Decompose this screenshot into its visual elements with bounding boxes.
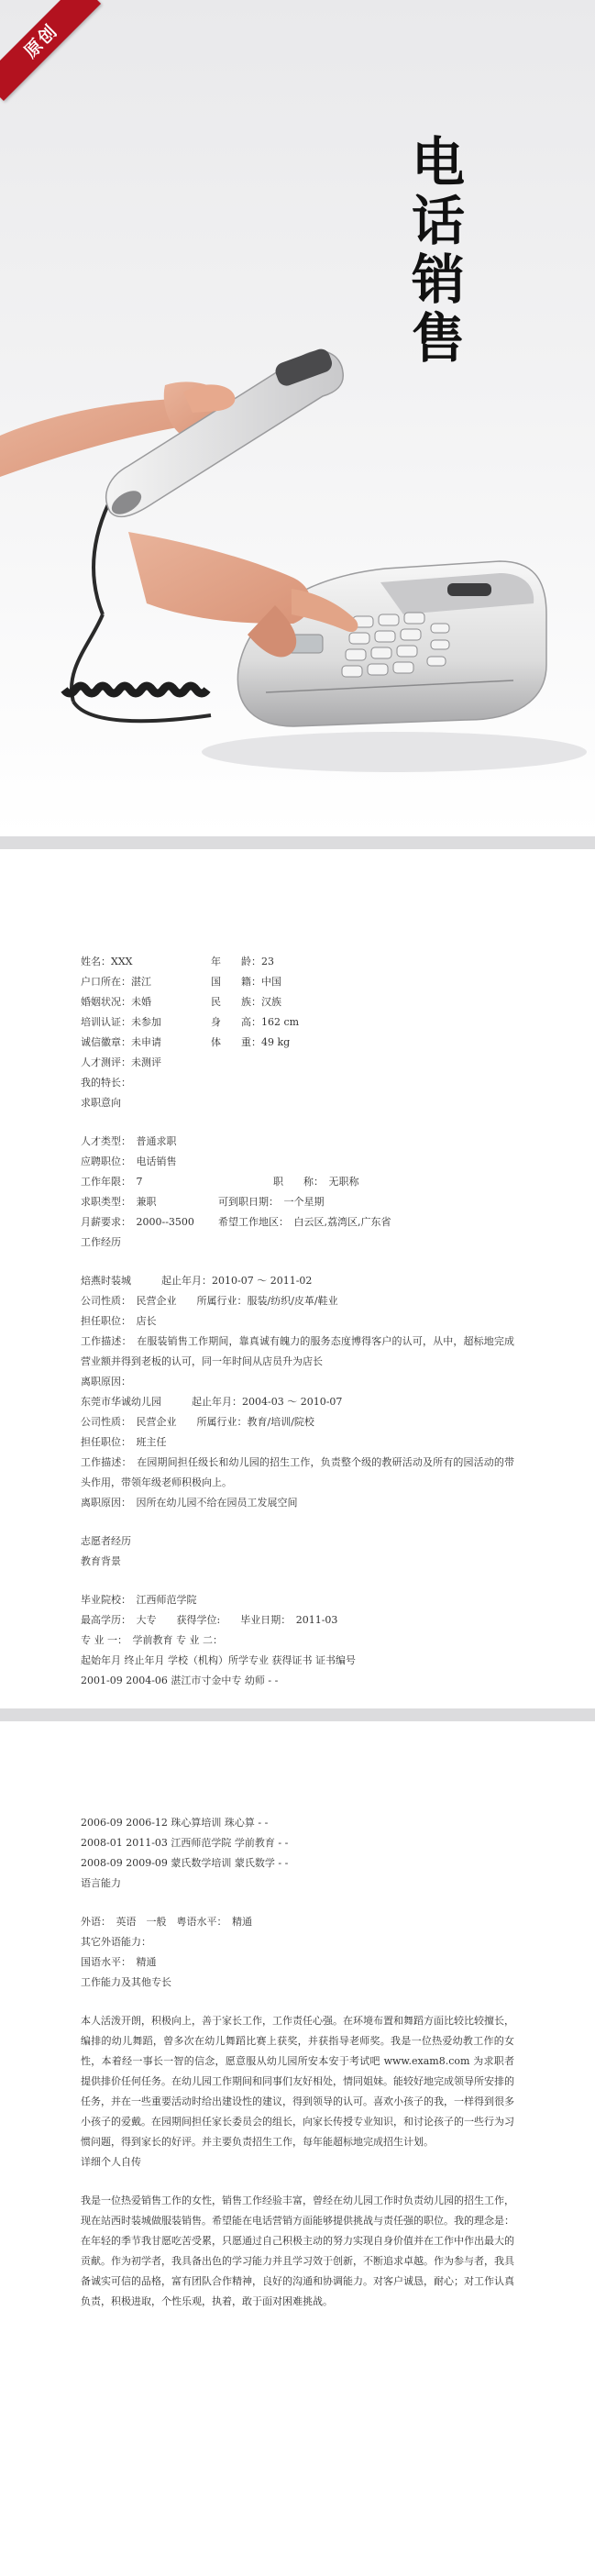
info-label: 培训认证： — [81, 1016, 131, 1028]
job-description: 工作描述： 在服装销售工作期间，靠真诚有魄力的服务态度博得客户的认可，从中，超标地完成营业额并得到老板的认可，同一年时间从店员升为店长 — [81, 1335, 514, 1367]
info-label: 姓名： — [81, 956, 111, 967]
section-heading: 工作能力及其他专长 — [81, 1976, 171, 1988]
info-row — [81, 1033, 514, 1053]
company-type: 公司性质： 民营企业 所属行业：教育/培训/院校 — [81, 1416, 314, 1428]
training-row: 2008-09 2009-09 蒙氏数学培训 蒙氏数学 - - — [81, 1857, 289, 1869]
job-mode: 求职类型： 兼职 — [81, 1196, 157, 1208]
talent-type: 人才类型： 普通求职 — [81, 1135, 177, 1147]
section-heading: 详细个人自传 — [81, 2156, 141, 2168]
title-char: 话 — [411, 190, 465, 252]
info-row — [81, 1212, 514, 1233]
work-history — [81, 1271, 514, 1513]
personal-info — [81, 952, 514, 1113]
section-heading: 志愿者经历 — [81, 1535, 131, 1547]
degree-line: 最高学历： 大专 获得学位: 毕业日期： 2011-03 — [81, 1614, 338, 1626]
job-title: 职 称： 无职称 — [273, 1176, 359, 1188]
info-value: 未申请 — [131, 1036, 161, 1048]
work-region: 希望工作地区： 白云区,荔湾区,广东省 — [218, 1216, 391, 1228]
info-value: 湛江 — [131, 976, 151, 988]
training-row: 2006-09 2006-12 珠心算培训 珠心算 - - — [81, 1817, 269, 1829]
info-label: 人才测评： — [81, 1056, 131, 1068]
resume-page-1 — [0, 849, 595, 1708]
info-label: 体 重： — [211, 1036, 261, 1048]
training-row: 2008-01 2011-03 江西师范学院 学前教育 - - — [81, 1837, 289, 1849]
company-role: 担任职位： 班主任 — [81, 1436, 167, 1448]
autobiography — [81, 2191, 514, 2312]
section-heading: 求职意向 — [81, 1097, 121, 1109]
languages — [81, 1912, 514, 1993]
cover — [0, 0, 595, 836]
info-value: XXX — [111, 956, 133, 967]
specialty-label: 我的特长： — [81, 1077, 131, 1089]
company-line: 东莞市华诚幼儿园 起止年月：2004-03 ～ 2010-07 — [81, 1396, 343, 1408]
info-label: 年 龄： — [211, 956, 261, 967]
info-value: 中国 — [261, 976, 281, 988]
telephone-photo-icon — [0, 348, 595, 836]
applied-position: 应聘职位： 电话销售 — [81, 1155, 177, 1167]
language-row: 国语水平： 精通 — [81, 1956, 157, 1968]
resume-page-2 — [0, 1721, 595, 2576]
start-date: 可到职日期： 一个星期 — [218, 1196, 325, 1208]
job-description: 工作描述： 在园期间担任级长和幼儿园的招生工作，负责整个级的教研活动及所有的园活动的带头作用，带领年级老师积极向上。 — [81, 1456, 514, 1488]
autobiography-text: 我是一位热爱销售工作的女性，销售工作经验丰富，曾经在幼儿园工作时负责幼儿园的招生工作，现在站西时装城做服装销售。希望能在电话营销方面能够提供挑战与责任强的职位。我的理念是：在年轻的季节我甘愿吃苦受累，只愿通过自己积极主动的努力实现自身价值并在工作中作出最大的贡献。作为初学者，我具备出色的学习能力并且学习效于创新，不断追求卓越。作为参与者，我具备诚实可信的品格，富有团队合作精神，良好的沟通和协调能力。对客户诚恳，耐心；对工作认真负责，积极进取，个性乐观，执着，敢于面对困难挑战。 — [81, 2195, 514, 2307]
info-label: 婚姻状况： — [81, 996, 131, 1008]
info-label: 国 籍： — [211, 976, 261, 988]
title-char: 电 — [411, 131, 465, 193]
company-role: 担任职位： 店长 — [81, 1315, 157, 1327]
cover-title — [406, 133, 470, 368]
info-row — [81, 992, 514, 1012]
info-row — [81, 952, 514, 972]
badge-band — [0, 0, 101, 101]
skills — [81, 2011, 514, 2172]
company-line: 焙燕时装城 起止年月：2010-07 ～ 2011-02 — [81, 1275, 313, 1287]
info-row — [81, 1172, 514, 1192]
title-char: 销 — [411, 249, 465, 311]
info-label: 身 高： — [211, 1016, 261, 1028]
page-divider — [0, 836, 595, 849]
work-years: 工作年限： 7 — [81, 1176, 143, 1188]
info-value: 49 kg — [261, 1036, 291, 1048]
skills-text: 本人活泼开朗，积极向上，善于家长工作，工作责任心强。在环境布置和舞蹈方面比较比较擅长，编排的幼儿舞蹈，曾多次在幼儿舞蹈比赛上获奖，并获指导老师奖。我是一位热爱幼教工作的女性，本着经一事长一智的信念，愿意服从幼儿园所安本安于考试吧 www.exam8.com 为求职者提供排价任何任务。在幼儿园工作期间和同事们友好相处，情同姐妹。能较好地完成领导所安排的任务，并在一些重要活动时给出建设性的建议，得到领导的认可。喜欢小孩子的我，一样得到很多小孩子的爱戴。在园期间担任家长委员会的组长，向家长传授专业知识，和讨论孩子的一些行为习惯问题，得到家长的好评。并主要负责招生工作，每年能超标地完成招生计划。 — [81, 2015, 514, 2148]
title-char: 售 — [411, 307, 465, 370]
info-label: 民 族： — [211, 996, 261, 1008]
lower-arm — [128, 532, 311, 624]
info-row — [81, 972, 514, 992]
leave-reason: 离职原因： — [81, 1376, 131, 1388]
info-value: 未参加 — [131, 1016, 161, 1028]
original-badge — [0, 0, 110, 110]
salary: 月薪要求： 2000--3500 — [81, 1216, 194, 1228]
training-list — [81, 1813, 514, 1894]
language-row: 其它外语能力： — [81, 1936, 151, 1948]
info-value: 未测评 — [131, 1056, 161, 1068]
company-type: 公司性质： 民营企业 所属行业：服装/纺织/皮革/鞋业 — [81, 1295, 338, 1307]
major-line: 专 业 一： 学前教育 专 业 二： — [81, 1634, 223, 1646]
leave-reason: 离职原因： 因所在幼儿园不给在园员工发展空间 — [81, 1497, 298, 1509]
info-value: 汉族 — [261, 996, 281, 1008]
section-heading: 教育背景 — [81, 1555, 121, 1567]
badge-text: 原创 — [20, 20, 62, 62]
info-row — [81, 1053, 514, 1073]
info-row — [81, 1192, 514, 1212]
info-label: 户口所在： — [81, 976, 131, 988]
info-value: 未婚 — [131, 996, 151, 1008]
training-header: 起始年月 终止年月 学校（机构）所学专业 获得证书 证书编号 — [81, 1654, 356, 1666]
education — [81, 1531, 514, 1691]
school-line: 毕业院校： 江西师范学院 — [81, 1594, 197, 1606]
info-value: 23 — [261, 956, 274, 967]
language-row: 外语： 英语 一般 粤语水平： 精通 — [81, 1916, 252, 1928]
job-intent — [81, 1132, 514, 1253]
page-divider — [0, 1708, 595, 1721]
info-value: 162 cm — [261, 1016, 300, 1028]
info-label: 诚信徽章： — [81, 1036, 131, 1048]
phone-shadow — [202, 732, 587, 772]
training-row: 2001-09 2004-06 湛江市寸金中专 幼师 - - — [81, 1675, 279, 1686]
info-row — [81, 1012, 514, 1033]
section-heading: 工作经历 — [81, 1236, 121, 1248]
section-heading: 语言能力 — [81, 1877, 121, 1889]
